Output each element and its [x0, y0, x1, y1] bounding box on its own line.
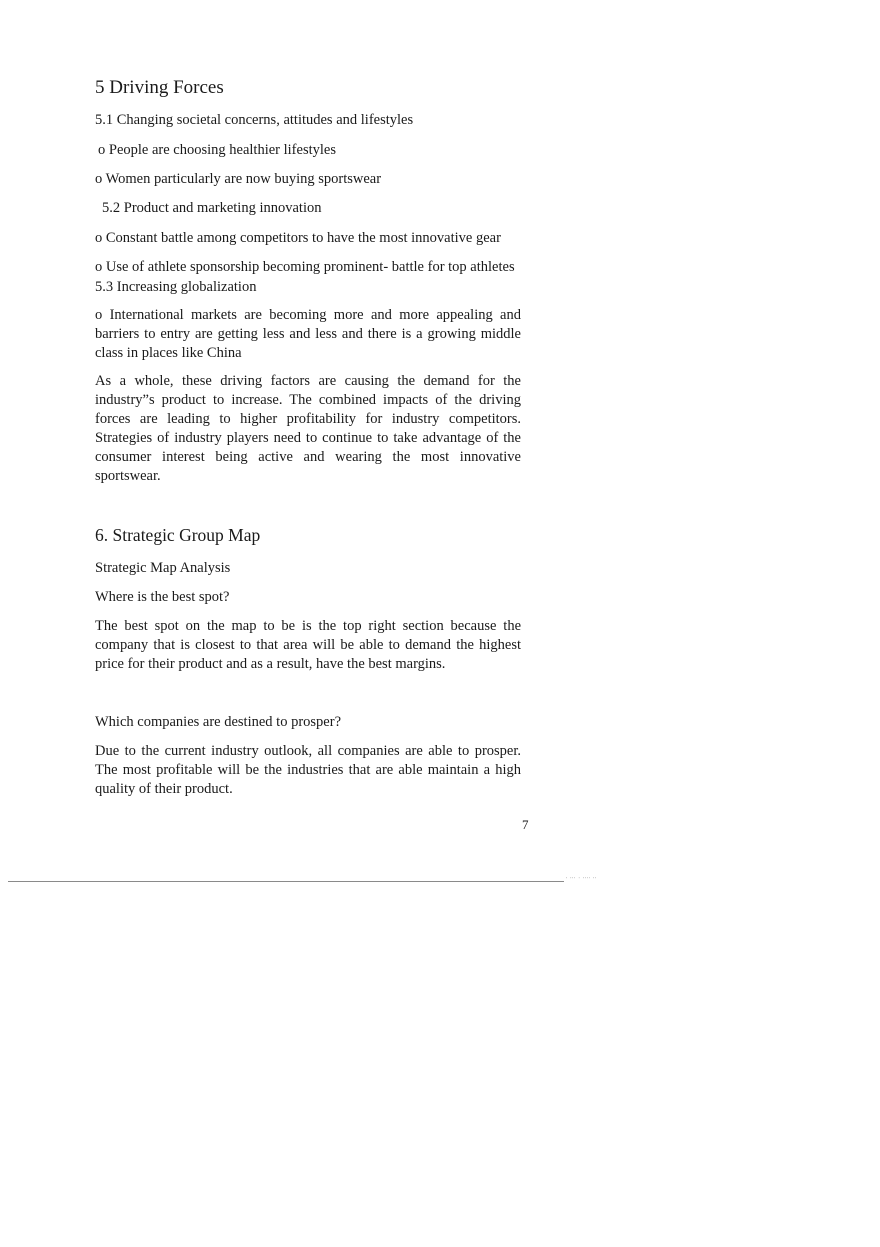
subsection-5-1: 5.1 Changing societal concerns, attitudes and lifestyles — [95, 112, 414, 128]
section-6-heading: 6. Strategic Group Map — [95, 525, 261, 545]
question-best-spot: Where is the best spot? — [95, 589, 230, 605]
strategic-map-analysis-subheading: Strategic Map Analysis — [95, 560, 231, 576]
bullet-healthier-lifestyles: o People are choosing healthier lifestyles — [98, 142, 336, 158]
footer-marks: ' ''' ' '''' '' — [566, 877, 598, 883]
paragraph-driving-factors-summary: As a whole, these driving factors are causing the demand for the industry”s product to increase. The combined impacts of the driving forces are leading to higher profitability for industry competitors. Strategies of industry players need to continue to take advantage of the consumer interest being active and wearing the most innovative sportswear. — [95, 373, 521, 484]
page-number: 7 — [522, 817, 529, 832]
bullet-innovative-gear: o Constant battle among competitors to have the most innovative gear — [95, 230, 501, 246]
paragraph-international-markets: o International markets are becoming more and more appealing and barriers to entry are getting less and less and there is a growing middle class in places like China — [95, 307, 521, 361]
answer-companies-prosper: Due to the current industry outlook, all companies are able to prosper. The most profitable will be the industries that are able maintain a high quality of their product. — [95, 743, 521, 797]
subsection-5-3: 5.3 Increasing globalization — [95, 279, 257, 295]
section-5-heading: 5 Driving Forces — [95, 77, 224, 98]
question-companies-prosper: Which companies are destined to prosper? — [95, 714, 342, 730]
footer-divider — [8, 881, 564, 882]
bullet-women-sportswear: o Women particularly are now buying sportswear — [95, 171, 382, 187]
answer-best-spot: The best spot on the map to be is the top right section because the company that is closest to that area will be able to demand the highest price for their product and as a result, have the best margins. — [95, 618, 521, 672]
bullet-athlete-sponsorship: o Use of athlete sponsorship becoming prominent- battle for top athletes — [95, 259, 515, 275]
subsection-5-2: 5.2 Product and marketing innovation — [102, 200, 322, 216]
